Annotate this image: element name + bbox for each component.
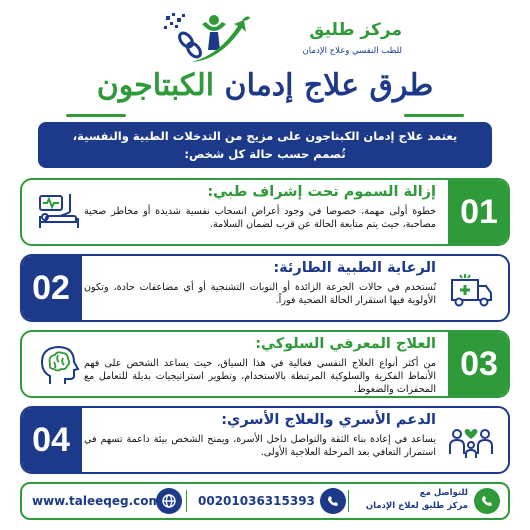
brand-tagline: للطب النفسي وعلاج الإدمان [302,46,402,56]
contact-line-1: للتواصل مع [419,488,468,498]
phone-icon [326,494,340,508]
contact-label [366,487,468,513]
globe-icon [161,493,177,509]
title-underline-left [66,114,126,117]
brain-head-icon [36,342,82,388]
title-underline-right [404,114,464,117]
phone-number[interactable]: 00201036315393 [198,494,315,508]
card-text: تُستخدم في حالات الجرعة الزائدة أو النوبات التشنجية أو أي مضاعفات حادة، وتكون الأولوية فيها استقرار الحالة الصحية فوراً. [84,282,436,306]
contact-footer [20,482,510,520]
card-title: إزالة السموم تحت إشراف طبي: [207,184,436,200]
treatment-card-2 [20,254,510,322]
treatment-card-3 [20,330,510,398]
footer-divider [348,490,349,512]
intro-line-2: تُصمم حسب حالة كل شخص: [184,147,346,161]
card-number: 04 [20,406,82,474]
treatment-card-4 [20,406,510,474]
phone-button[interactable] [320,488,346,514]
card-number: 02 [20,254,82,322]
intro-line-1: يعتمد علاج إدمان الكبتاجون على مزيج من التدخلات الطبية والنفسية، [72,129,458,143]
card-number: 01 [448,178,510,246]
intro-banner [38,122,492,168]
card-number: 03 [448,330,510,398]
phone-chat-icon [480,494,494,508]
footer-divider [186,490,187,512]
title-part-blue: طرق علاج إدمان [214,68,434,103]
card-text: من أكثر أنواع العلاج النفسي فعالية في هذا السياق، حيث يساعد الشخص على فهم الأنماط الفكرية والسلوكية المرتبطة بالاستخدام، وتطوير استراتيجيات بديلة للتعامل مع المحفزات والضغوط. [84,358,436,395]
family-heart-icon [448,418,494,464]
card-title: العلاج المعرفي السلوكي: [255,336,436,352]
card-title: الرعاية الطبية الطارئة: [273,260,436,276]
contact-line-2: مركز طليق لعلاج الإدمان [365,501,468,511]
ambulance-icon [448,266,494,312]
logo-icon [162,10,252,66]
website-link[interactable]: www.taleeqeg.com [32,494,162,508]
header [0,6,530,66]
card-title: الدعم الأسري والعلاج الأسري: [221,412,436,428]
contact-whatsapp-button[interactable] [474,488,500,514]
brand-name: مركز طليق [309,20,402,40]
hospital-bed-icon [36,190,82,236]
title-part-green: الكبتاجون [96,68,215,103]
page-title [0,66,530,106]
card-text: خطوة أولى مهمة، خصوصا في وجود أعراض انسحاب نفسية شديدة أو مخاطر صحية مصاحبة، حيث يتم متابعة الحالة عن قرب لضمان السلامة. [84,206,436,230]
card-text: يساعد في إعادة بناء الثقة والتواصل داخل الأسرة، ويمنح الشخص بيئة داعمة تسهم في استمرار التعافي بعد المرحلة العلاجية الأولى. [84,434,436,458]
treatment-card-1 [20,178,510,246]
